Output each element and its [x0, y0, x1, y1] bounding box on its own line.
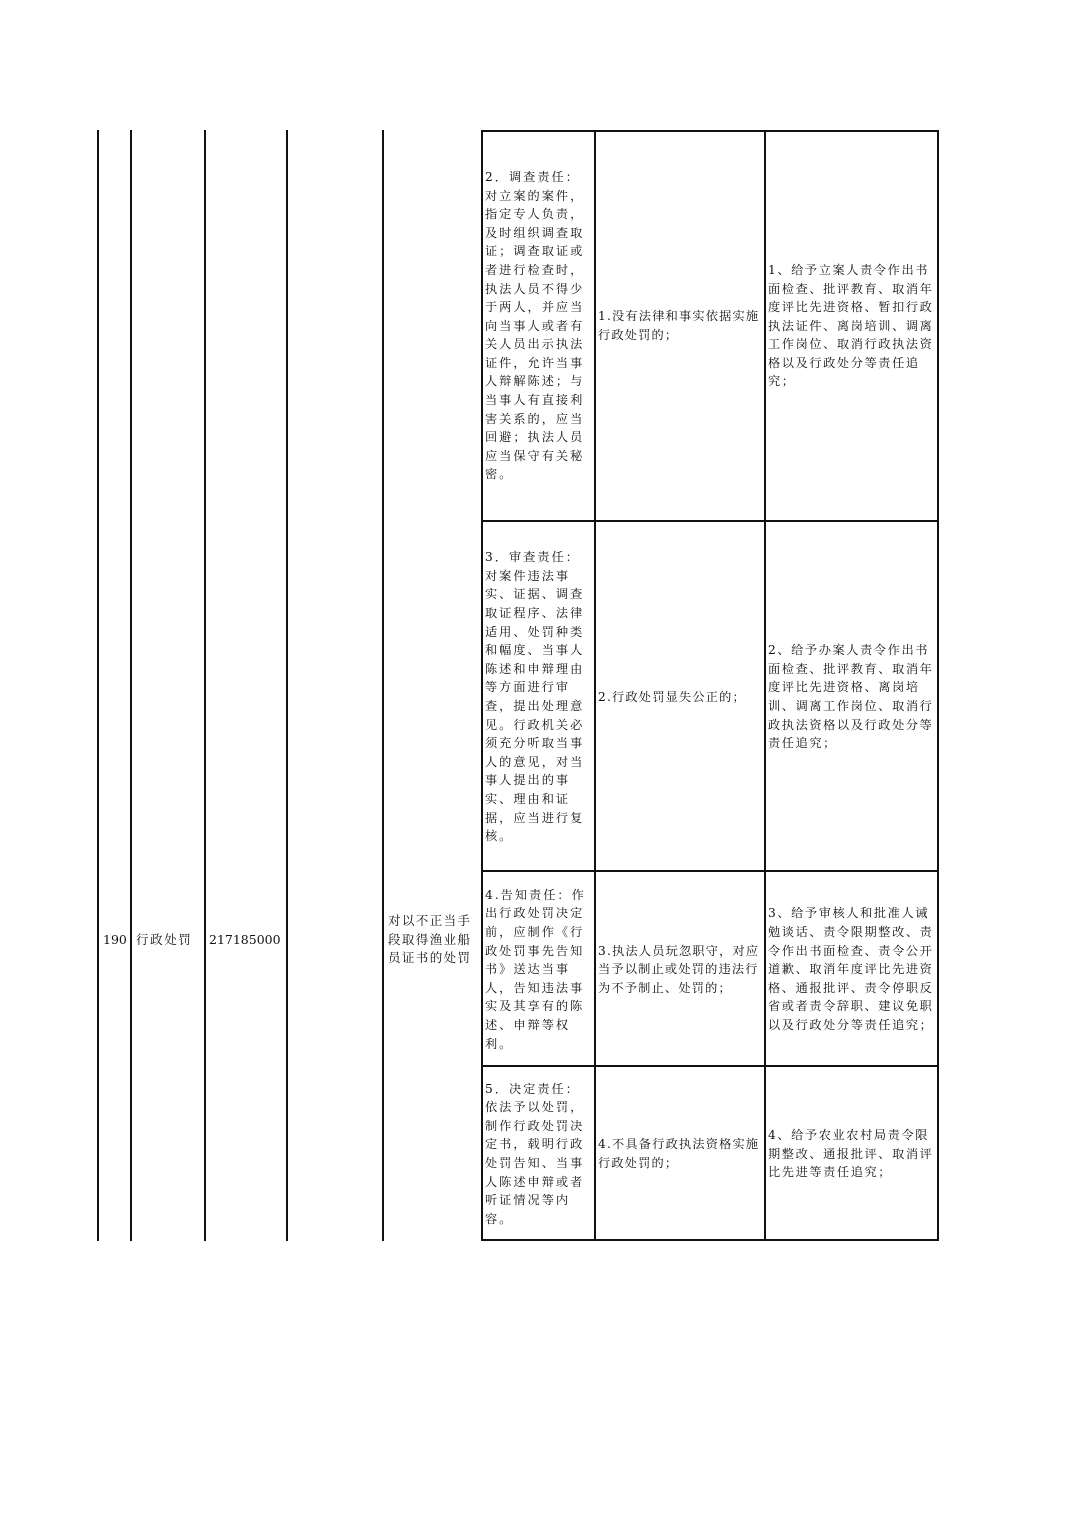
step-text: 3．审查责任：对案件违法事实、证据、调查取证程序、法律适用、处罚种类和幅度、当事人陈述和申辩理由等方面进行审查，提出处理意见。行政机关必须充分听取当事人的意见，对当事人提出的事实、理由和证据，应当进行复核。 [485, 550, 585, 844]
accountability-cell [766, 1067, 937, 1241]
accountability-cell [766, 522, 937, 872]
step-text: 5．决定责任：依法予以处罚，制作行政处罚决定书，载明行政处罚告知、当事人陈述申辩或者听证情况等内容。 [485, 1081, 585, 1226]
situation-cell [596, 872, 766, 1067]
row-item-name: 对以不正当手段取得渔业船员证书的处罚 [388, 913, 472, 966]
table-rule [130, 130, 132, 1241]
step-text: 4.告知责任：作出行政处罚决定前，应制作《行政处罚事先告知书》送达当事人，告知违法事实及其享有的陈述、申辩等权利。 [485, 887, 586, 1051]
step-cell [483, 872, 596, 1067]
situation-text: 2.行政处罚显失公正的； [598, 689, 746, 704]
table-rule [97, 130, 99, 1241]
table-row [483, 1065, 937, 1241]
table-row [483, 132, 937, 520]
step-cell [483, 132, 596, 520]
row-category: 行政处罚 [136, 932, 193, 947]
accountability-cell [766, 872, 937, 1067]
table-rule [286, 130, 288, 1241]
step-cell [483, 522, 596, 872]
step-cell [483, 1067, 596, 1241]
table-rule [204, 130, 206, 1241]
situation-text: 3.执法人员玩忽职守，对应当予以制止或处罚的违法行为不予制止、处罚的； [598, 943, 760, 995]
row-index: 190 [103, 932, 127, 947]
accountability-text: 1、给予立案人责令作出书面检查、批评教育、取消年度评比先进资格、暂扣行政执法证件、离岗培训、调离工作岗位、取消行政执法资格以及行政处分等责任追究； [768, 262, 934, 389]
row-code: 217185000 [209, 932, 281, 947]
accountability-text: 2、给予办案人责令作出书面检查、批评教育、取消年度评比先进资格、离岗培训、调离工作岗位、取消行政执法资格以及行政处分等责任追究； [768, 643, 934, 751]
situation-cell [596, 132, 766, 520]
situation-cell [596, 1067, 766, 1241]
responsibility-table [481, 130, 939, 1241]
situation-text: 4.不具备行政执法资格实施行政处罚的； [598, 1137, 760, 1170]
table-row [483, 870, 937, 1067]
accountability-cell [766, 132, 937, 520]
accountability-text: 3、给予审核人和批准人诫勉谈话、责令限期整改、责令作出书面检查、责令公开道歉、取消年度评比先进资格、通报批评、责令停职反省或者责令辞职、建议免职以及行政处分等责任追究； [768, 906, 934, 1032]
table-row [483, 520, 937, 872]
step-text: 2．调查责任：对立案的案件，指定专人负责，及时组织调查取证；调查取证或者进行检查时，执法人员不得少于两人，并应当向当事人或者有关人员出示执法证件，允许当事人辩解陈述；与当事人有直接利害关系的，应当回避；执法人员应当保守有关秘密。 [485, 169, 585, 482]
situation-cell [596, 522, 766, 872]
situation-text: 1.没有法律和事实依据实施行政处罚的； [598, 309, 760, 342]
table-rule [382, 130, 384, 1241]
accountability-text: 4、给予农业农村局责令限期整改、通报批评、取消评比先进等责任追究； [768, 1128, 934, 1180]
